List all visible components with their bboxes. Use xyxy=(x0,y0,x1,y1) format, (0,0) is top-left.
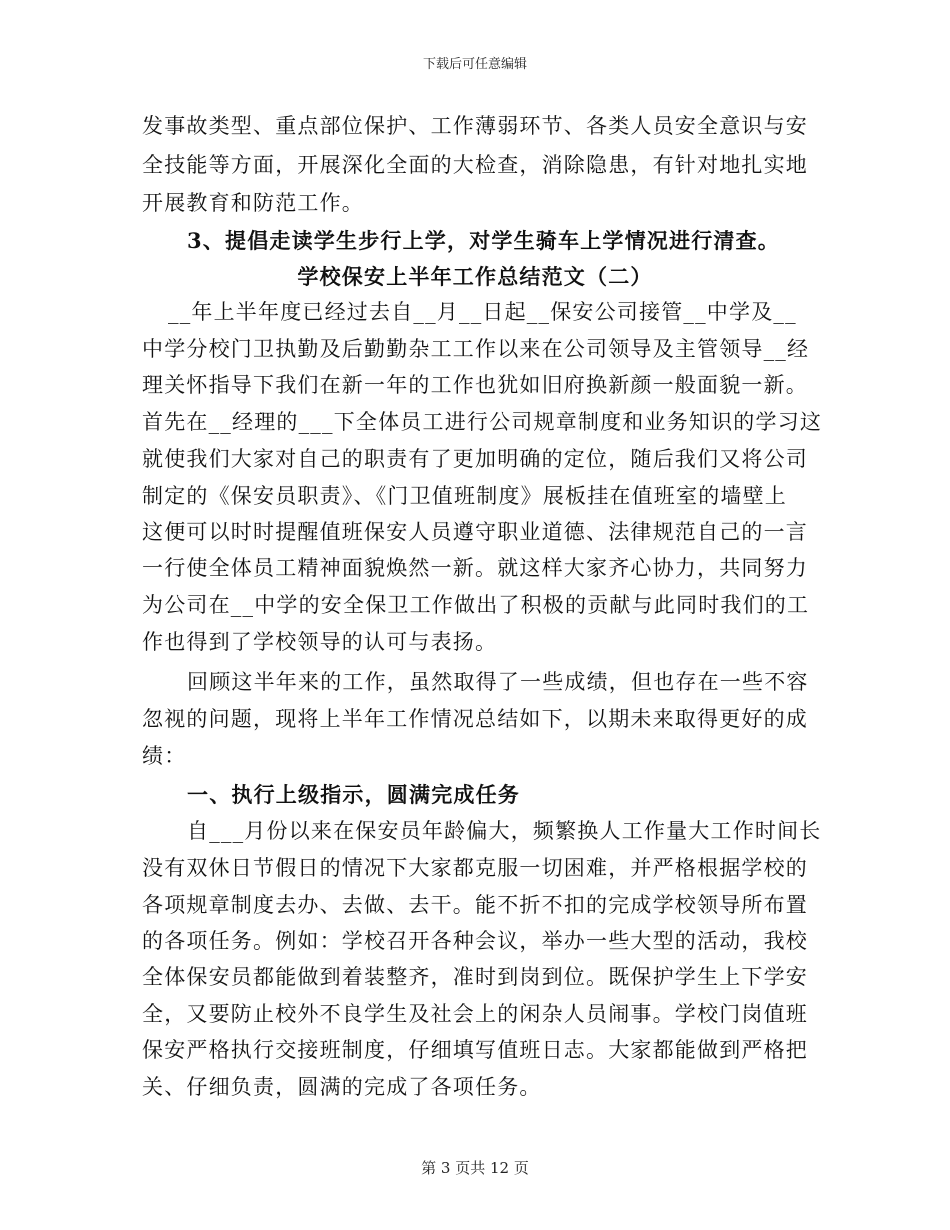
body-line: 中学分校门卫执勤及后勤勤杂工工作以来在公司领导及主管领导__经 xyxy=(142,337,810,361)
list-item-heading: 3、提倡走读学生步行上学，对学生骑车上学情况进行清查。 xyxy=(187,228,781,253)
body-line: 开展教育和防范工作。 xyxy=(142,191,364,215)
body-line: 没有双休日节假日的情况下大家都克服一切困难，并严格根据学校的 xyxy=(142,856,808,880)
body-line: 全，又要防止校外不良学生及社会上的闲杂人员闹事。学校门岗值班 xyxy=(142,1002,808,1026)
body-line: 首先在__经理的___下全体员工进行公司规章制度和业务知识的学习这 xyxy=(142,410,823,434)
subsection-heading: 一、执行上级指示，圆满完成任务 xyxy=(187,782,520,807)
body-line: 一行使全体员工精神面貌焕然一新。就这样大家齐心协力，共同努力 xyxy=(142,556,808,580)
body-line: __年上半年度已经过去自__月__日起__保安公司接管__中学及__ xyxy=(168,300,797,324)
section-title: 学校保安上半年工作总结范文（二） xyxy=(297,264,653,289)
body-line: 绩： xyxy=(142,744,187,768)
body-line: 理关怀指导下我们在新一年的工作也犹如旧府换新颜一般面貌一新。 xyxy=(142,373,808,397)
body-line: 全技能等方面，开展深化全面的大检查，消除隐患，有针对地扎实地 xyxy=(142,153,808,177)
body-line: 回顾这半年来的工作，虽然取得了一些成绩，但也存在一些不容 xyxy=(187,670,809,694)
body-line: 全体保安员都能做到着装整齐，准时到岗到位。既保护学生上下学安 xyxy=(142,965,808,989)
body-line: 制定的《保安员职责》、《门卫值班制度》展板挂在值班室的墙壁上 xyxy=(142,484,787,508)
body-line: 这便可以时时提醒值班保安人员遵守职业道德、法律规范自己的一言 xyxy=(142,520,808,544)
body-line: 作也得到了学校领导的认可与表扬。 xyxy=(142,630,498,654)
body-line: 的各项任务。例如：学校召开各种会议，举办一些大型的活动，我校 xyxy=(142,929,808,953)
body-line: 关、仔细负责，圆满的完成了各项任务。 xyxy=(142,1075,542,1099)
body-line: 忽视的问题，现将上半年工作情况总结如下，以期未来取得更好的成 xyxy=(142,707,808,731)
body-line: 就使我们大家对自己的职责有了更加明确的定位，随后我们又将公司 xyxy=(142,447,808,471)
page-header: 下载后可任意编辑 xyxy=(422,57,527,72)
page-footer: 第 3 页共 12 页 xyxy=(421,1159,529,1177)
body-line: 各项规章制度去办、去做、去干。能不折不扣的完成学校领导所布置 xyxy=(142,893,808,917)
body-line: 自___月份以来在保安员年龄偏大，频繁换人工作量大工作时间长 xyxy=(187,819,822,843)
body-line: 保安严格执行交接班制度，仔细填写值班日志。大家都能做到严格把 xyxy=(142,1038,808,1062)
body-line: 为公司在__中学的安全保卫工作做出了积极的贡献与此同时我们的工 xyxy=(142,593,810,617)
body-line: 发事故类型、重点部位保护、工作薄弱环节、各类人员安全意识与安 xyxy=(142,114,808,138)
